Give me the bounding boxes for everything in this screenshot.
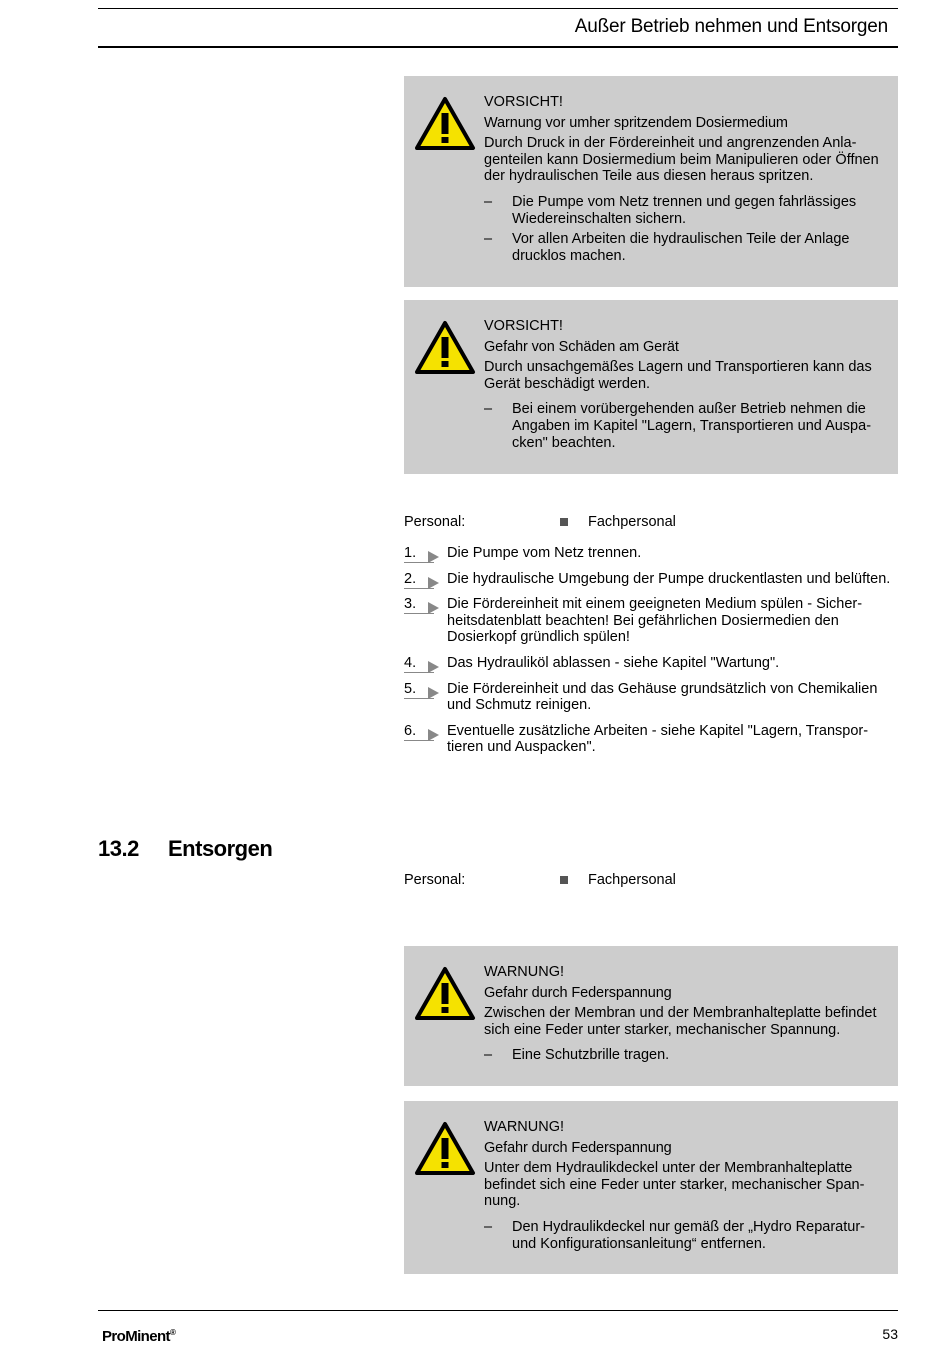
warning-headline: Gefahr durch Federspannung <box>484 984 672 1001</box>
logo-text: ProMinent <box>102 1328 170 1345</box>
personnel-label: Personal: <box>404 514 466 530</box>
step-number: 2. <box>404 570 417 587</box>
warning-list-item <box>484 401 888 451</box>
warning-triangle-icon <box>414 96 476 151</box>
warning-headline: Warnung vor umher spritzendem Dosiermedium <box>484 114 788 131</box>
step-item <box>404 545 898 562</box>
page-header-title: Außer Betrieb nehmen und Entsorgen <box>574 16 888 37</box>
personnel-value: Fachpersonal <box>588 872 676 888</box>
header-bottom-rule <box>98 46 898 48</box>
step-text: Die Pumpe vom Netz trennen. <box>447 545 642 561</box>
section-number: 13.2 <box>98 836 139 861</box>
warning-box <box>404 76 898 287</box>
warning-body: Durch Druck in der Fördereinheit und angrenzenden Anlagenteilen kann Dosiermedium beim Manipulieren oder Öffnen der hydraulischen Teile aus diesen heraus spritzen. <box>484 135 879 185</box>
step-number: 6. <box>404 722 417 739</box>
square-bullet-icon <box>560 876 568 884</box>
step-arrow-icon <box>428 577 439 589</box>
warning-triangle-icon <box>414 966 476 1021</box>
personnel-label: Personal: <box>404 872 466 888</box>
footer-rule <box>98 1310 898 1311</box>
warning-item-text: Bei einem vorübergehenden außer Betrieb nehmen die Angaben im Kapitel "Lagern, Transportieren und Auspacken" beachten. <box>512 401 872 451</box>
warning-box <box>404 1101 898 1274</box>
warning-item-text: Die Pumpe vom Netz trennen und gegen fahrlässiges Wiedereinschalten sichern. <box>512 193 857 227</box>
step-text: Das Hydrauliköl ablassen - siehe Kapitel "Wartung". <box>447 654 780 671</box>
step-number: 5. <box>404 680 417 697</box>
step-text: Die Fördereinheit und das Gehäuse grundsätzlich von Chemikalien und Schmutz reinigen. <box>447 680 878 714</box>
step-arrow-icon <box>428 687 439 699</box>
step-text: Die hydraulische Umgebung der Pumpe druckentlasten und belüften. <box>447 570 891 587</box>
dash-marker: – <box>484 193 493 210</box>
warning-list-item <box>484 1219 888 1252</box>
step-item <box>404 571 898 588</box>
header-top-rule <box>98 8 898 9</box>
warning-list-item <box>484 194 888 227</box>
step-text: Eventuelle zusätzliche Arbeiten - siehe Kapitel "Lagern, Transportieren und Auspacken". <box>447 722 869 756</box>
signal-word: VORSICHT! <box>484 318 563 334</box>
step-item <box>404 655 898 672</box>
warning-triangle-icon <box>414 320 476 375</box>
dash-marker: – <box>484 1218 493 1235</box>
step-arrow-icon <box>428 729 439 741</box>
step-text: Die Fördereinheit mit einem geeigneten Medium spülen - Sicherheitsdatenblatt beachten! Bei gefährlichen Dosiermedien den Dosierkopf gründlich spülen! <box>447 596 863 646</box>
step-item <box>404 723 898 756</box>
step-number: 1. <box>404 545 417 561</box>
warning-triangle-icon <box>414 1121 476 1176</box>
logo-registered-mark: ® <box>169 1328 176 1337</box>
square-bullet-icon <box>560 518 568 526</box>
step-item <box>404 596 898 646</box>
warning-item-text: Vor allen Arbeiten die hydraulischen Teile der Anlage drucklos machen. <box>512 231 850 264</box>
warning-body: Zwischen der Membran und der Membranhalteplatte befindet sich eine Feder unter starker, mechanischer Spannung. <box>484 1005 877 1038</box>
step-number: 3. <box>404 596 417 613</box>
dash-marker: – <box>484 231 493 248</box>
step-arrow-icon <box>428 551 439 563</box>
step-arrow-icon <box>428 602 439 614</box>
step-number: 4. <box>404 654 417 671</box>
step-item <box>404 681 898 714</box>
dash-marker: – <box>484 1047 493 1064</box>
warning-list-item <box>484 231 888 264</box>
signal-word: WARNUNG! <box>484 964 565 980</box>
warning-list-item <box>484 1047 888 1064</box>
warning-item-text: Den Hydraulikdeckel nur gemäß der „Hydro Reparatur- und Konfigurationsanleitung“ entfernen. <box>512 1218 865 1252</box>
warning-box <box>404 300 898 474</box>
warning-item-text: Eine Schutzbrille tragen. <box>512 1047 670 1064</box>
step-arrow-icon <box>428 661 439 673</box>
prominent-logo <box>102 1328 175 1345</box>
warning-box <box>404 946 898 1086</box>
signal-word: VORSICHT! <box>484 94 563 110</box>
warning-headline: Gefahr von Schäden am Gerät <box>484 338 679 355</box>
dash-marker: – <box>484 401 493 418</box>
signal-word: WARNUNG! <box>484 1119 565 1135</box>
warning-body: Unter dem Hydraulikdeckel unter der Membranhalteplatte befindet sich eine Feder unter starker, mechanischer Spannung. <box>484 1160 865 1210</box>
step-list <box>404 545 898 765</box>
personnel-value: Fachpersonal <box>588 514 676 530</box>
warning-headline: Gefahr durch Federspannung <box>484 1139 672 1156</box>
page-number: 53 <box>882 1326 898 1342</box>
section-title: Entsorgen <box>168 836 273 861</box>
warning-body: Durch unsachgemäßes Lagern und Transportieren kann das Gerät beschädigt werden. <box>484 359 872 392</box>
